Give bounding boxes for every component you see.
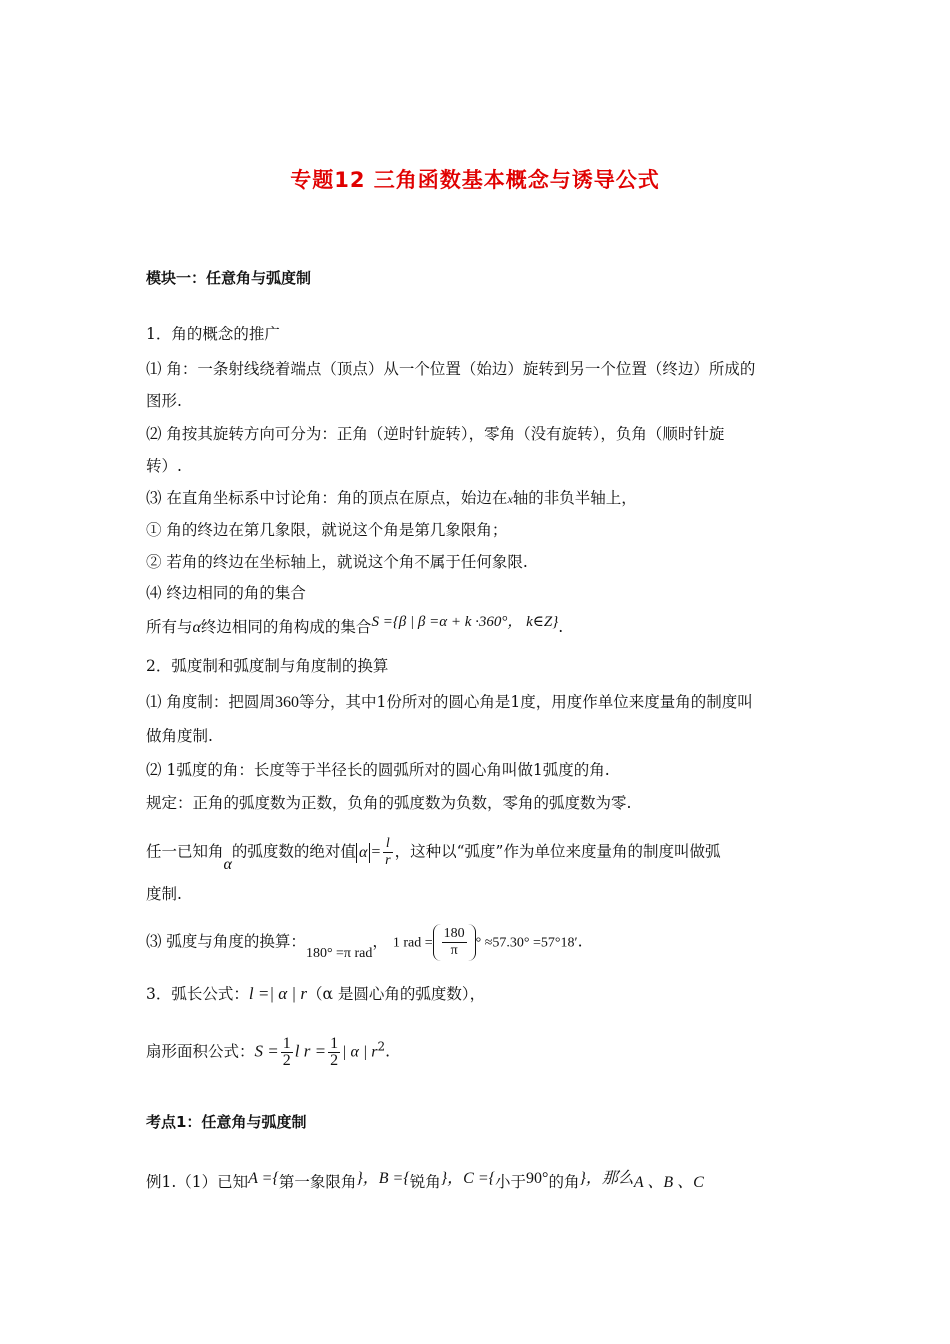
set-c: C ={ [463,1170,496,1187]
set-text-pre: 所有与 [146,618,193,636]
set-c-text: 小于 [495,1173,527,1191]
paragraph-absolute-value [146,836,721,873]
paragraph-angle-def-cont: 图形. [146,392,182,410]
conversion-one-rad: 1 rad = [392,935,433,951]
set-a-close: }， [356,1170,379,1187]
conversion-text-pre: ⑶ 弧度与角度的换算： [146,932,306,951]
degree-text-mid: 等分，其中 [298,693,377,711]
set-b-close: }， [440,1170,464,1187]
conversion-paren [433,924,476,961]
area-end: . [385,1042,391,1061]
module-heading: 模块一：任意角与弧度制 [146,269,312,287]
area-denominator-1: 2 [282,1052,291,1069]
set-formula: S ={β | β =α + k ·360°， k∈Z} [371,614,559,630]
arc-note: （α 是圆心角的弧度数）， [306,985,486,1003]
set-c-number: 90° [526,1170,549,1187]
clause-quadrant: ① 角的终边在第几象限，就说这个角是第几象限角； [146,521,508,539]
l-over-r-fraction [383,836,392,869]
area-fraction-1 [281,1036,293,1069]
fraction-numerator: l [383,836,392,853]
conversion-denominator: π [450,943,458,958]
set-b-text: 锐角 [409,1173,441,1191]
area-superscript: 2 [377,1039,386,1054]
conversion-end: . [577,932,583,951]
example-tail: A 、B 、C [633,1174,704,1191]
paragraph-sector-area [146,1036,390,1069]
kaodian-heading: 考点1：任意角与弧度制 [146,1113,307,1131]
paragraph-conversion [146,924,583,961]
conversion-numerator: 180 [443,926,465,941]
example-prefix: 例1.（1）已知 [146,1173,249,1191]
paragraph-arc-length [146,984,485,1004]
paragraph-rotation: ⑵ 角按其旋转方向可分为：正角（逆时针旋转），零角（没有旋转），负角（顺时针旋 [146,425,725,443]
set-end: . [558,618,564,636]
set-c-close: }，那么 [579,1170,634,1187]
alpha-symbol: α [192,619,201,636]
paragraph-radian [146,760,610,780]
degree-text-mid2: 份所对的圆心角是 [386,693,511,711]
coterminal-set [146,614,564,638]
radian-text-post: 弧度的角. [542,761,610,779]
abs-text-mid: 的弧度数的绝对值 [231,842,356,861]
set-c-text-2: 的角 [548,1173,580,1191]
area-denominator-2: 2 [330,1052,339,1069]
paragraph-degree [146,692,753,713]
coordinate-text-pre: ⑶ 在直角坐标系中讨论角：角的顶点在原点，始边在 [146,489,508,507]
set-text-mid: 终边相同的角构成的集合 [200,618,372,636]
radian-text-pre: ⑵ [146,761,167,779]
area-heading: 扇形面积公式： [146,1042,255,1061]
section-1-heading: 1．角的概念的推广 [146,325,280,343]
number-one: 1 [376,693,387,711]
fraction-denominator: r [385,853,391,868]
conversion-180-pi: 180° =π rad [305,945,373,961]
paragraph-angle-def: ⑴ 角：一条射线绕着端点（顶点）从一个位置（始边）旋转到另一个位置（终边）所成的 [146,360,756,378]
alpha-symbol-low: α [223,855,232,873]
x-variable: x [507,492,513,506]
abs-text-post: ，这种以“弧度”作为单位来度量角的制度叫做弧 [394,842,721,861]
arc-heading: 3．弧长公式： [146,985,249,1003]
section-2-heading: 2．弧度制和弧度制与角度制的换算 [146,657,389,675]
radian-one: 1 [166,761,177,779]
number-360: 360 [274,694,299,711]
degree-text-post: 度，用度作单位来度量角的制度叫 [520,693,753,711]
paragraph-coterminal: ⑷ 终边相同的角的集合 [146,584,306,602]
example-1 [146,1172,704,1193]
abs-equals: = [370,843,382,861]
area-numerator-1: 1 [282,1035,291,1052]
arc-formula: l =| α | r [248,984,307,1003]
radian-one-2: 1 [532,761,543,779]
set-a-text: 第一象限角 [278,1173,357,1191]
set-a: A ={ [248,1170,279,1187]
area-numerator-2: 1 [330,1035,339,1052]
clause-axis: ② 若角的终边在坐标轴上，就说这个角不属于任何象限. [146,553,528,571]
area-s: S = [254,1041,279,1061]
conversion-sep: ， [372,932,388,951]
paragraph-absolute-value-cont: 度制. [146,885,182,903]
number-one-2: 1 [510,693,521,711]
area-fraction-2 [328,1036,340,1069]
area-mid: l r = [294,1041,327,1061]
paragraph-degree-cont: 做角度制. [146,727,213,745]
page-title: 专题12 三角函数基本概念与诱导公式 [290,168,660,192]
abs-text-pre: 任一已知角 [146,842,224,861]
radian-text-mid: 弧度的角：长度等于半径长的圆弧所对的圆心角叫做 [176,761,533,779]
conversion-approx: ° ≈57.30° =57°18′ [475,935,578,951]
paragraph-rule: 规定：正角的弧度数为正数，负角的弧度数为负数，零角的弧度数为零. [146,794,632,812]
paragraph-rotation-cont: 转）. [146,457,182,475]
conversion-fraction [442,926,467,959]
degree-text-pre: ⑴ 角度制：把圆周 [146,693,275,711]
set-b: B ={ [378,1170,410,1187]
paragraph-coordinate [146,488,637,509]
abs-alpha: α [356,843,370,863]
coordinate-text-post: 轴的非负半轴上， [512,489,637,507]
area-post: | α | r [342,1043,378,1061]
